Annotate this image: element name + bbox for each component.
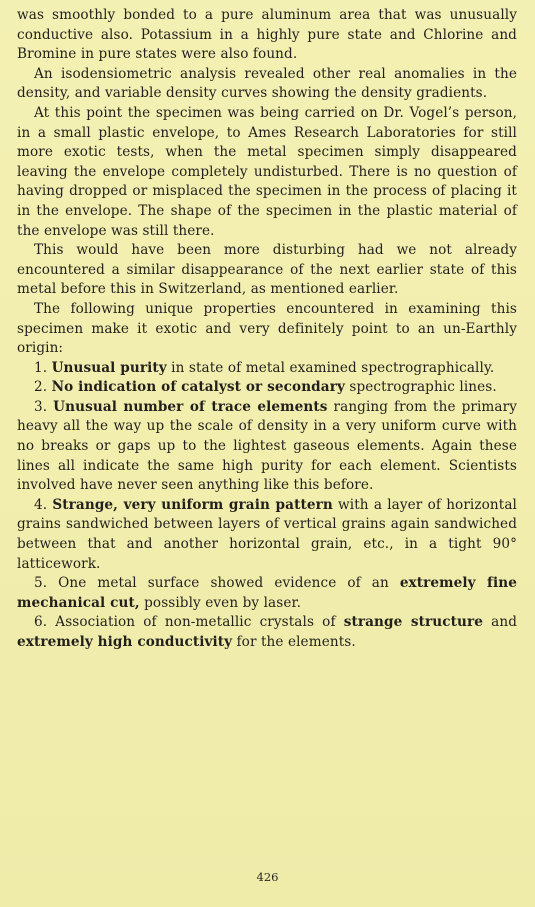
text-run: This would have been more disturbing had we not already encountered a similar disappearance of the next earlier state of this metal before this in Switzerland, as mentioned earlier. xyxy=(17,242,517,298)
paragraph xyxy=(17,6,517,65)
text-run: ranging from the primary heavy all the way up the scale of density in a very uniform curve with no breaks or gaps up to the lightest gaseous elements. Again these lines all indicate the same high purity for each element. Scientists involved have never seen anything like this before. xyxy=(17,398,518,494)
emphasis-text: Unusual number of trace elements xyxy=(53,398,328,415)
text-run: 2. xyxy=(34,379,52,396)
text-run: and xyxy=(483,614,517,631)
list-item xyxy=(17,496,517,574)
text-run: 4. xyxy=(34,496,53,513)
text-run: was smoothly bonded to a pure aluminum area that was unusually conductive also. Potassium in a highly pure state and Chlorine and Bromine in pure states were also found. xyxy=(17,7,517,63)
page-number: 426 xyxy=(256,870,279,884)
text-run: spectrographic lines. xyxy=(344,379,497,396)
text-run: with a layer of horizontal grains sandwiched between layers of vertical grains again sandwiched between that and another horizontal grain, etc., in a tight 90° latticework. xyxy=(17,496,517,572)
text-run: 5. One metal surface showed evidence of an xyxy=(34,575,400,592)
emphasis-text: extremely fine mechanical cut, xyxy=(17,575,517,611)
paragraph xyxy=(17,300,517,359)
emphasis-text: Unusual purity xyxy=(51,359,167,376)
list-item xyxy=(17,613,517,652)
emphasis-text: Strange, very uniform grain pattern xyxy=(52,496,333,513)
text-run: in state of metal examined spectrographically. xyxy=(166,359,495,376)
list-item xyxy=(17,359,517,379)
emphasis-text: extremely high conductivity xyxy=(17,634,233,650)
text-run: 1. xyxy=(34,359,52,376)
text-run: for the elements. xyxy=(232,634,356,650)
paragraph xyxy=(17,65,517,104)
emphasis-text: No indication of catalyst or secondary xyxy=(51,379,345,396)
list-item xyxy=(17,398,517,496)
paragraph xyxy=(17,241,517,300)
list-item xyxy=(17,574,517,613)
emphasis-text: strange structure xyxy=(343,614,484,631)
body-text xyxy=(17,6,517,653)
text-run: The following unique properties encountered in examining this specimen make it exotic and very definitely point to an un-Earthly origin: xyxy=(17,300,517,357)
text-run: possibly even by laser. xyxy=(139,594,302,611)
text-run: 6. Association of non-metallic crystals of xyxy=(34,614,344,631)
paragraph xyxy=(17,104,517,241)
text-run: 3. xyxy=(34,398,54,415)
text-run: At this point the specimen was being carried on Dr. Vogel’s person, in a small plastic envelope, to Ames Research Laboratories for still more exotic tests, when the metal specimen simply disappeared leaving the envelope completely undisturbed. There is no question of having dropped or misplaced the specimen in the process of placing it in the envelope. The shape of the specimen in the plastic material of the envelope was still there. xyxy=(17,104,517,239)
list-item xyxy=(17,378,517,398)
text-run: An isodensiometric analysis revealed other real anomalies in the density, and variable density curves showing the density gradients. xyxy=(17,65,517,102)
